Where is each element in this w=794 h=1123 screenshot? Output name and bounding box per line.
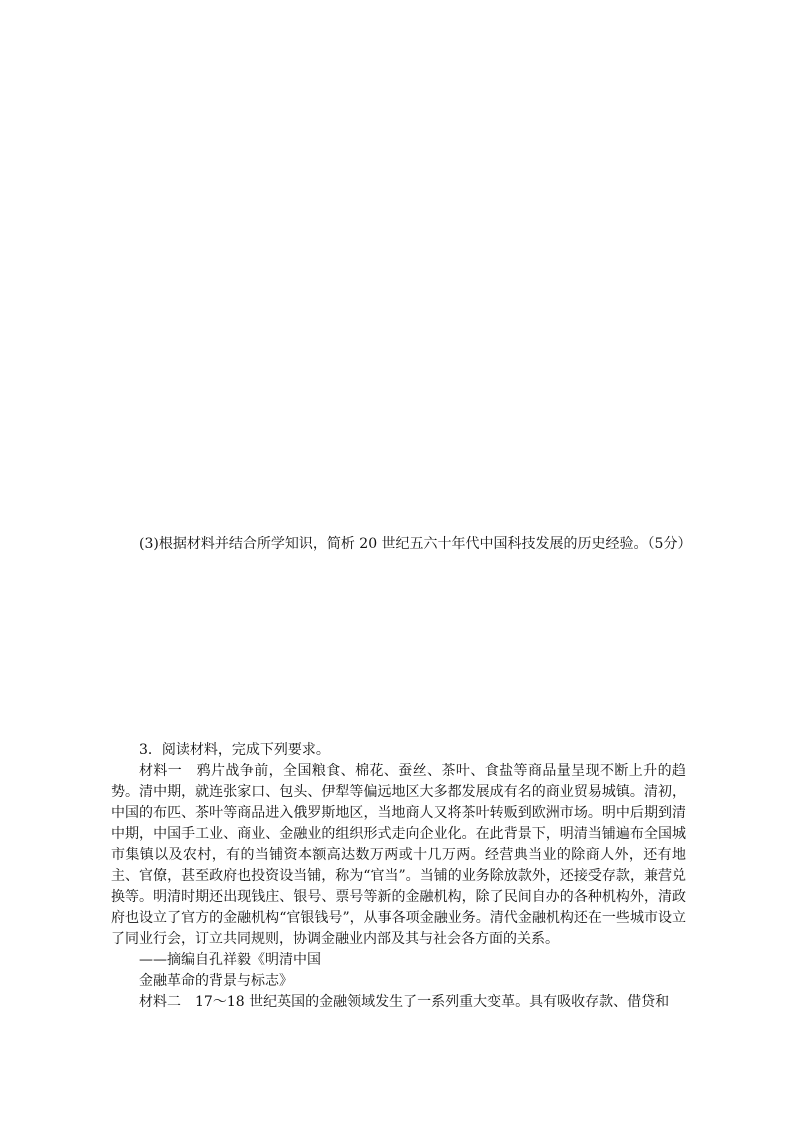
source-citation-line-1: ——摘编自孔祥毅《明清中国: [139, 952, 321, 968]
source-citation-line-2: 金融革命的背景与标志》: [139, 973, 293, 989]
material-two-paragraph: 材料二 17～18 世纪英国的金融领域发生了一系列重大变革。具有吸收存款、借贷和: [139, 994, 670, 1010]
question-section: [111, 740, 686, 1013]
question-text: (3)根据材料并结合所学知识，简析 20 世纪五六十年代中国科技发展的历史经验。（5分）: [139, 536, 692, 552]
material-one-paragraph: 材料一 鸦片战争前，全国粮食、棉花、蚕丝、茶叶、食盐等商品量呈现不断上升的趋势。清中期，就连张家口、包头、伊犁等偏远地区大多都发展成有名的商业贸易城镇。清初，中国的布匹、茶叶等商品进入俄罗斯地区，当地商人又将茶叶转贩到欧洲市场。明中后期到清中期，中国手工业、商业、金融业的组织形式走向企业化。在此背景下，明清当铺遍布全国城市集镇以及农村，有的当铺资本额高达数万两或十几万两。经营典当业的除商人外，还有地主、官僚，甚至政府也投资设当铺，称为“官当”。当铺的业务除放款外，还接受存款，兼营兑换等。明清时期还出现钱庄、银号、票号等新的金融机构，除了民间自办的各种机构外，清政府也设立了官方的金融机构“官银钱号”，从事各项金融业务。清代金融机构还在一些城市设立了同业行会，订立共同规则，协调金融业内部及其与社会各方面的关系。: [111, 763, 686, 947]
question-heading: 3．阅读材料，完成下列要求。: [139, 742, 330, 758]
question-3-subpart: [111, 534, 692, 555]
